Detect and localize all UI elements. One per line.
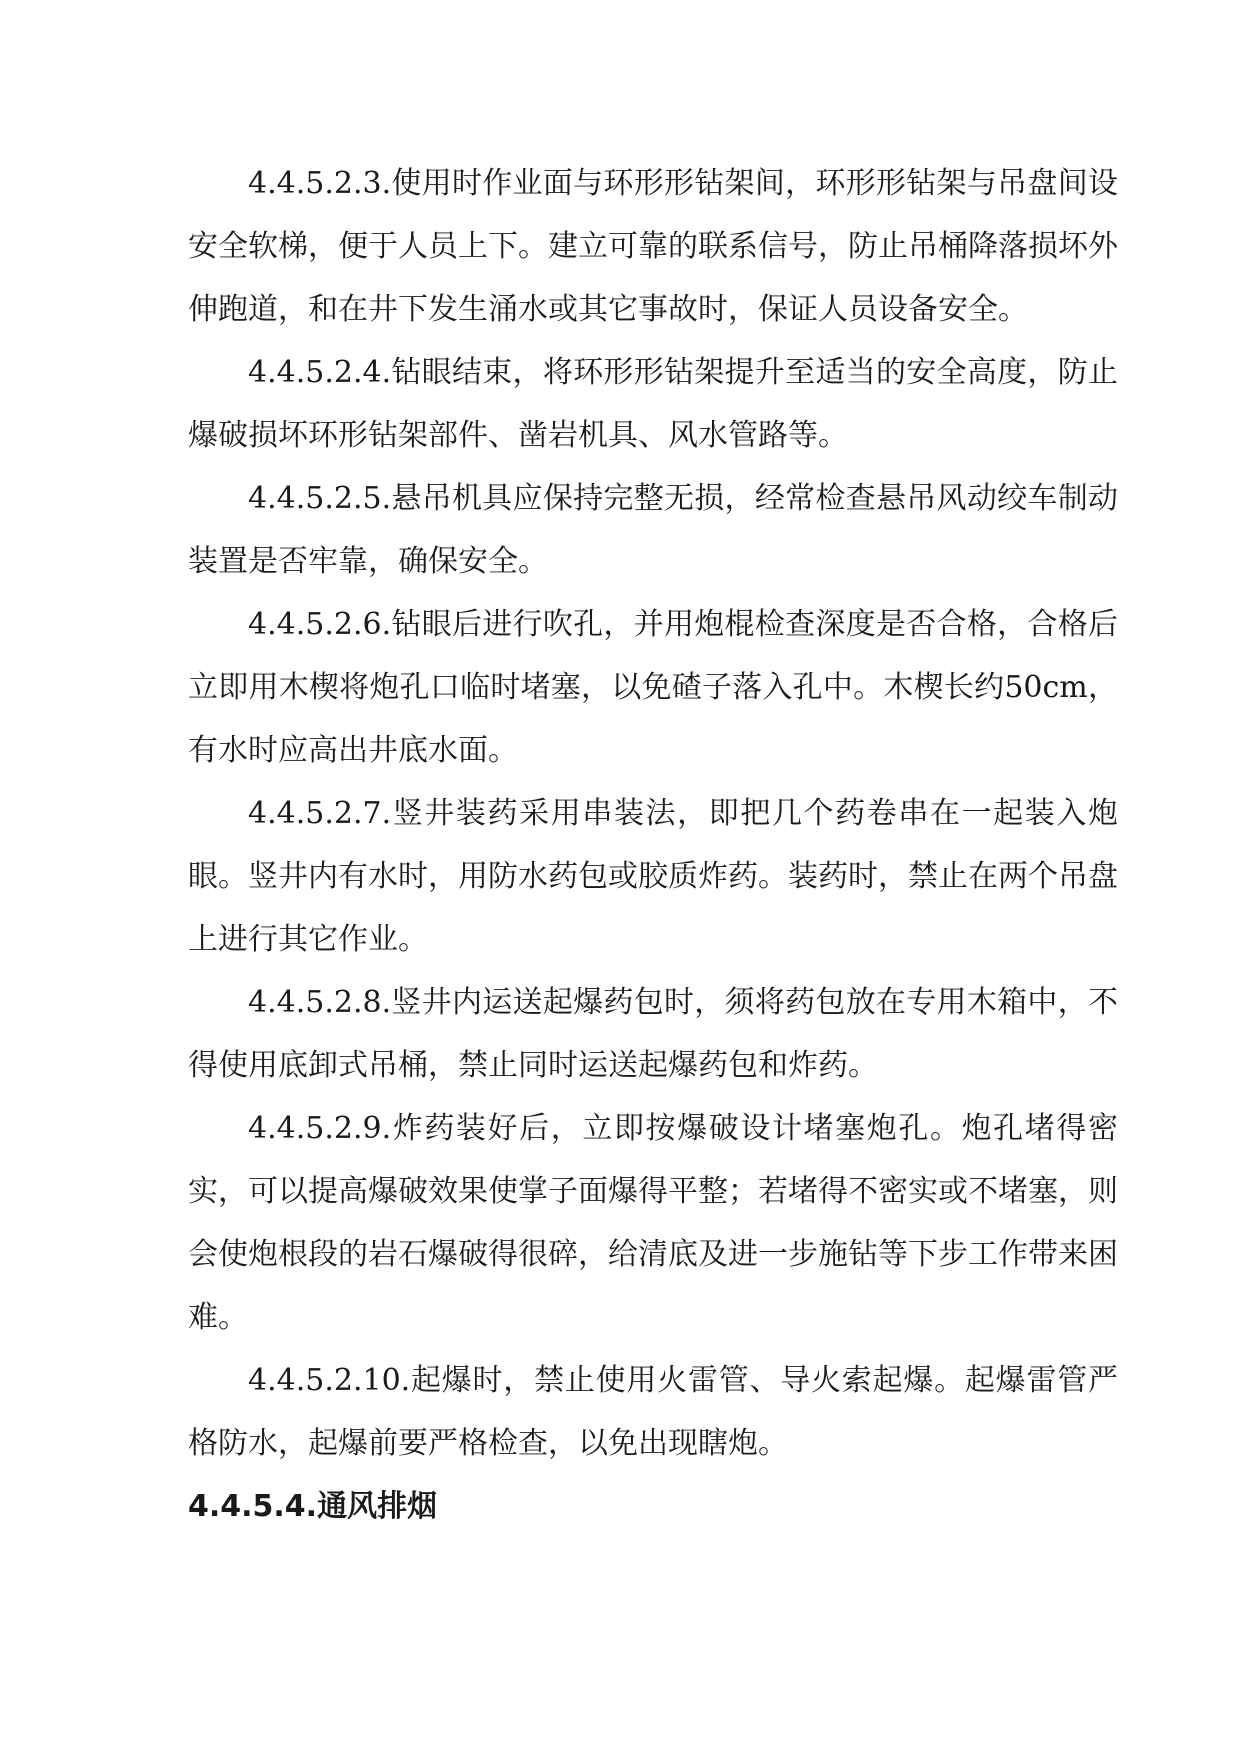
paragraph-4-4-5-2-5: 4.4.5.2.5.悬吊机具应保持完整无损，经常检查悬吊风动绞车制动装置是否牢靠，确保安全。 [188, 481, 1118, 579]
paragraph-4-4-5-2-10: 4.4.5.2.10.起爆时，禁止使用火雷管、导火索起爆。起爆雷管严格防水，起爆前要严格检查，以免出现瞎炮。 [188, 1363, 1118, 1461]
section-heading: 4.4.5.4.通风排烟 [188, 1489, 438, 1524]
paragraph-4-4-5-2-3: 4.4.5.2.3.使用时作业面与环形形钻架间，环形形钻架与吊盘间设安全软梯，便于人员上下。建立可靠的联系信号，防止吊桶降落损坏外伸跑道，和在井下发生涌水或其它事故时，保证人员设备安全。 [188, 166, 1118, 327]
paragraph-4-4-5-2-7: 4.4.5.2.7.竖井装药采用串装法，即把几个药卷串在一起装入炮眼。竖井内有水时，用防水药包或胶质炸药。装药时，禁止在两个吊盘上进行其它作业。 [188, 796, 1118, 957]
paragraph-4-4-5-2-4: 4.4.5.2.4.钻眼结束，将环形形钻架提升至适当的安全高度，防止爆破损坏环形钻架部件、凿岩机具、风水管路等。 [188, 355, 1118, 453]
document-body [188, 152, 1118, 1538]
paragraph-4-4-5-2-8: 4.4.5.2.8.竖井内运送起爆药包时，须将药包放在专用木箱中，不得使用底卸式吊桶，禁止同时运送起爆药包和炸药。 [188, 985, 1118, 1083]
paragraph-4-4-5-2-9: 4.4.5.2.9.炸药装好后，立即按爆破设计堵塞炮孔。炮孔堵得密实，可以提高爆破效果使掌子面爆得平整；若堵得不密实或不堵塞，则会使炮根段的岩石爆破得很碎，给清底及进一步施钻等下步工作带来困难。 [188, 1111, 1118, 1335]
paragraph-4-4-5-2-6: 4.4.5.2.6.钻眼后进行吹孔，并用炮棍检查深度是否合格，合格后立即用木楔将炮孔口临时堵塞，以免碴子落入孔中。木楔长约50cm，有水时应高出井底水面。 [188, 607, 1118, 768]
